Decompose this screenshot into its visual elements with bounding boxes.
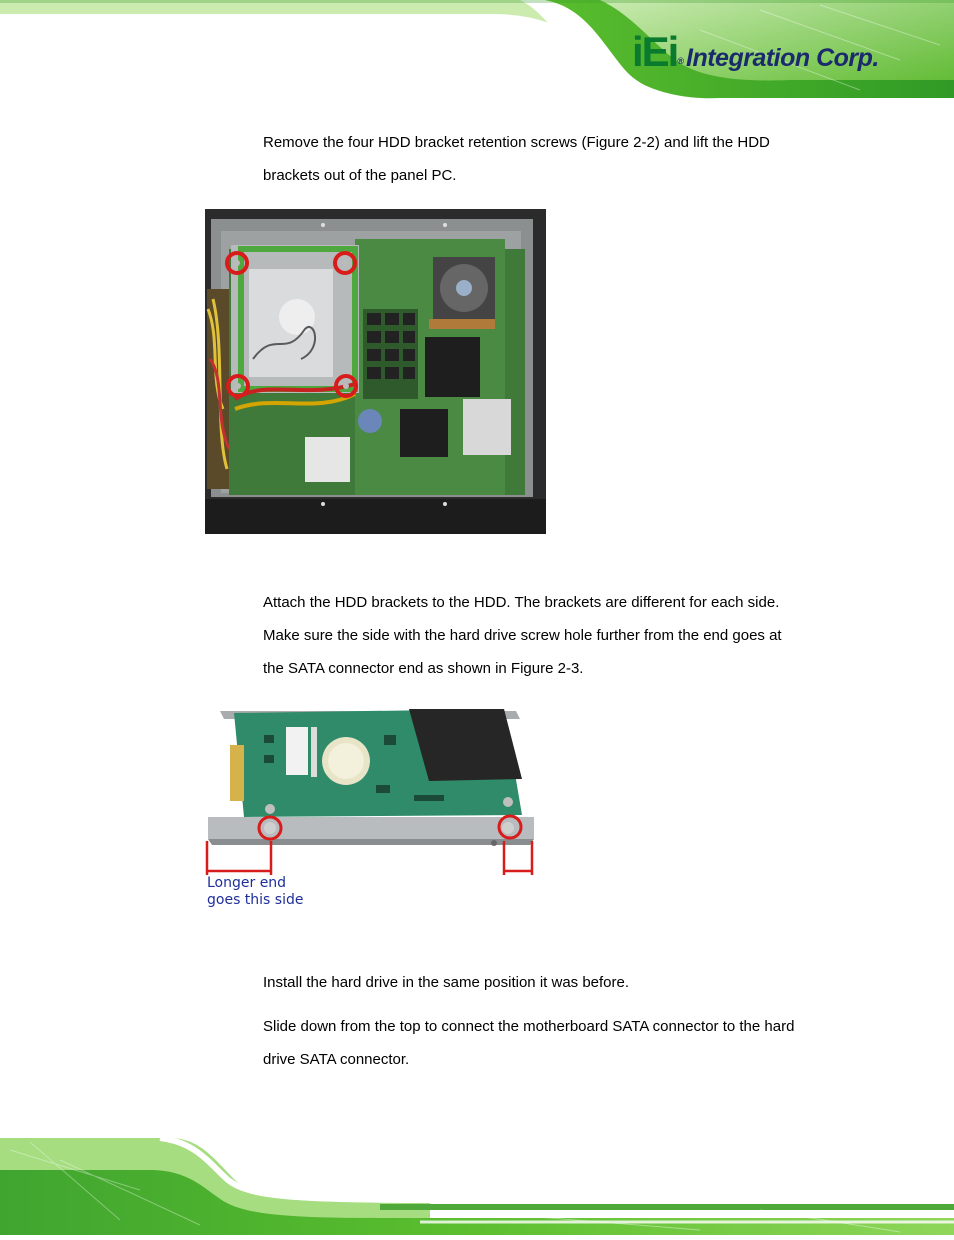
footer-swoosh-graphic — [0, 1130, 954, 1235]
text-line: Remove the four HDD bracket retention screws (Figure 2-2) and lift the HDD — [263, 134, 770, 151]
figure-hdd-bracket-screws-photo — [205, 209, 546, 534]
logo-mark: iEi — [632, 28, 678, 75]
paragraph-remove-screws — [263, 126, 863, 192]
figure-hdd-with-brackets-photo — [204, 705, 538, 877]
company-logo — [632, 28, 879, 76]
text-line: Make sure the side with the hard drive screw hole further from the end goes at — [263, 627, 782, 644]
figure-annotation-longer-end — [207, 875, 304, 909]
paragraph-slide-connect — [263, 1010, 863, 1076]
paragraph-attach-brackets — [263, 586, 863, 685]
annotation-line: Longer end — [207, 875, 287, 891]
logo-registered: ® — [677, 56, 684, 66]
text-line: Install the hard drive in the same position it was before. — [263, 974, 630, 991]
text-line: Attach the HDD brackets to the HDD. The brackets are different for each side. — [263, 594, 780, 611]
text-line: drive SATA connector. — [263, 1051, 410, 1068]
logo-company-name: Integration Corp. — [686, 44, 879, 72]
annotation-line: goes this side — [207, 892, 304, 908]
footer-banner — [0, 1130, 954, 1235]
panel-pc-internals-illustration — [205, 209, 546, 534]
text-line: the SATA connector end as shown in Figure 2-3. — [263, 660, 584, 677]
hdd-bracket-illustration — [204, 705, 538, 877]
text-line: brackets out of the panel PC. — [263, 167, 457, 184]
text-line: Slide down from the top to connect the motherboard SATA connector to the hard — [263, 1018, 795, 1035]
paragraph-install-drive — [263, 966, 863, 999]
